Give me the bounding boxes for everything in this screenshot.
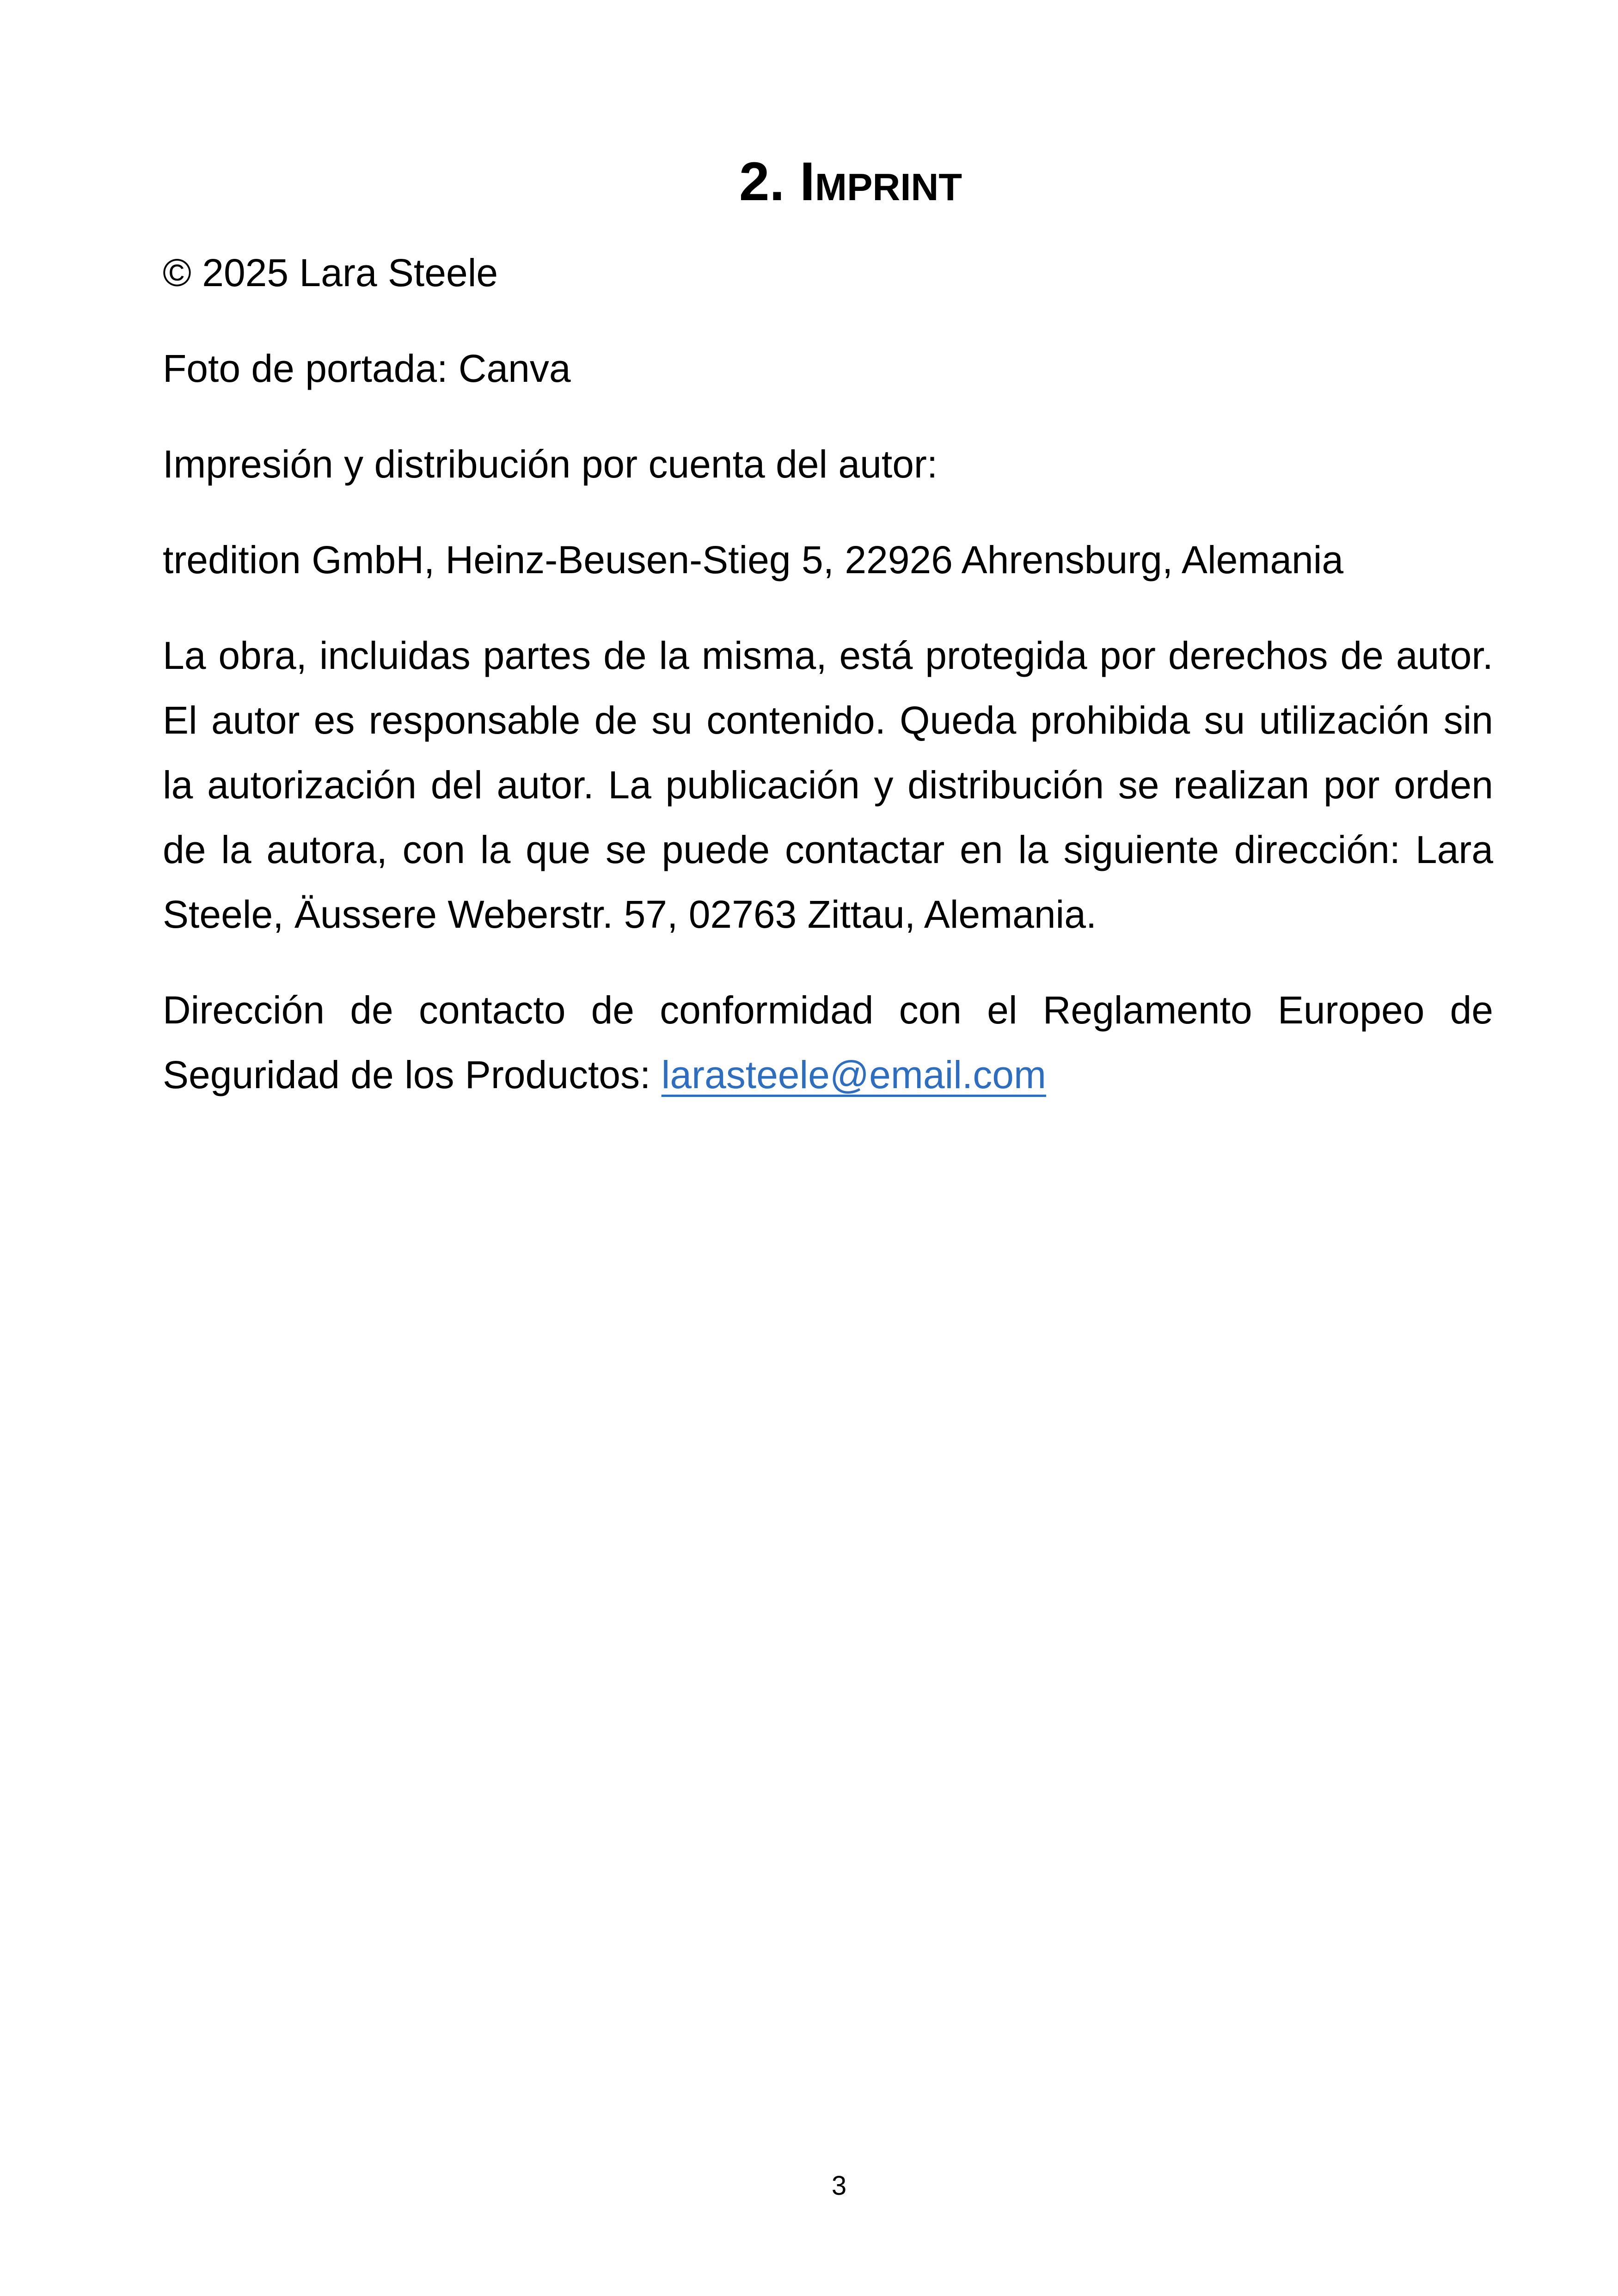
contact-paragraph [163, 978, 1493, 1107]
page-number: 3 [831, 2171, 847, 2201]
cover-photo-credit: Foto de portada: Canva [163, 347, 571, 390]
legal-paragraph: La obra, incluidas partes de la misma, está protegida por derechos de autor. El autor es responsable de su contenido. Queda prohibida su utilización sin la autorización del autor. La publicación y distribución se realizan por orden de la autora, con la que se puede contactar en la siguiente dirección: Lara Steele, Äussere Weberstr. 57, 02763 Zittau, Alemania. [163, 634, 1493, 936]
contact-text: Dirección de contacto de conformidad con el Reglamento Europeo de Seguridad de los Productos: [163, 988, 1493, 1096]
printer-address: tredition GmbH, Heinz-Beusen-Stieg 5, 22926 Ahrensburg, Alemania [163, 538, 1344, 582]
section-number: 2. [739, 151, 785, 213]
printing-label: Impresión y distribución por cuenta del autor: [163, 442, 938, 486]
page-title [42, 151, 1618, 213]
section-title: Imprint [800, 151, 962, 213]
contact-email-link[interactable]: larasteele@email.com [661, 1053, 1046, 1096]
copyright-line: © 2025 Lara Steele [163, 251, 498, 294]
imprint-content [163, 240, 1493, 1138]
